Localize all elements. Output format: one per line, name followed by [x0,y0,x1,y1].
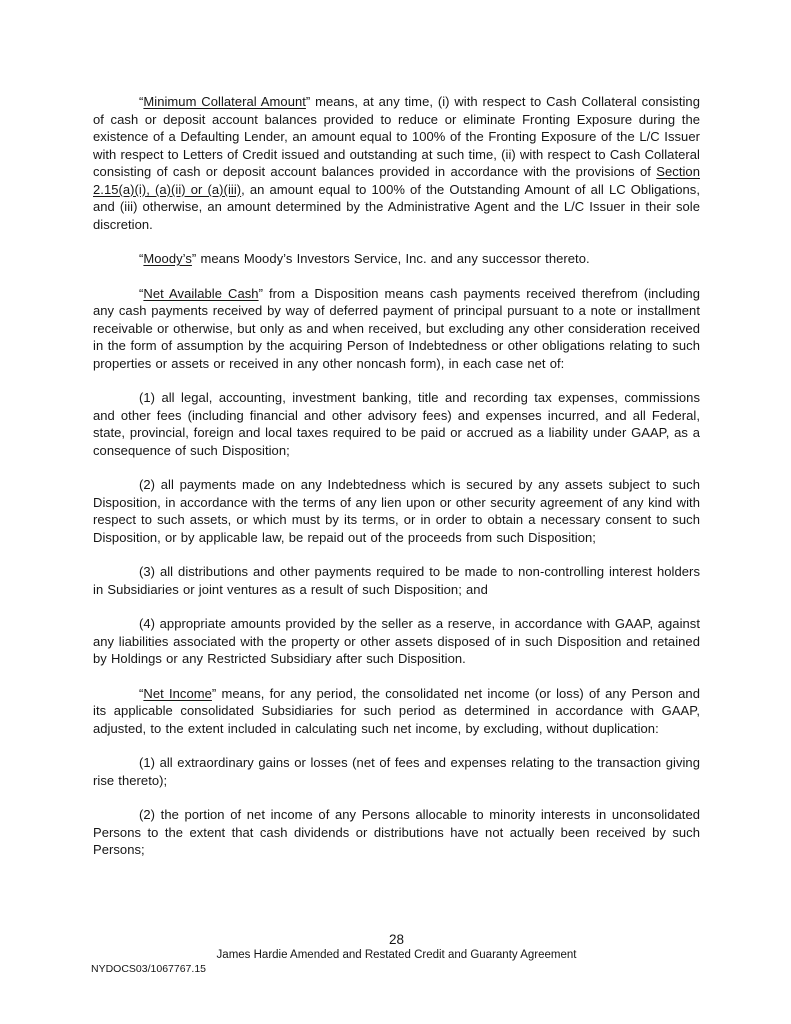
text-run: (1) all legal, accounting, investment banking, title and recording tax expenses, commissions and other fees (including financial and other advisory fees) and expenses incurred, and all Federal, state, provincial, foreign and local taxes required to be paid or accrued as a liability under GAAP, as a consequence of such Disposition; [93,390,700,458]
text-run: “ [139,685,144,701]
document-body [93,93,700,876]
text-run: (2) all payments made on any Indebtedness which is secured by any assets subject to such Disposition, in accordance with the terms of any lien upon or other security agreement of any kind with respect to such assets, or which must by its terms, or in order to obtain a necessary consent to such Disposition, or by applicable law, be repaid out of the proceeds from such Disposition; [93,477,700,545]
text-run: ” means, for any period, the consolidated net income (or loss) of any Person and its applicable consolidated Subsidiaries for such period as determined in accordance with GAAP, adjusted, to the extent included in calculating such net income, by excluding, without duplication: [93,685,700,736]
definition-net-available-cash [93,285,700,373]
page-number: 28 [388,932,405,947]
defined-term: Section 2.15(a)(i), (a)(ii) or (a)(iii) [93,164,700,197]
defined-term: Minimum Collateral Amount [143,94,306,109]
text-run: “ [139,285,144,301]
page-footer [93,931,700,962]
definition-moodys [93,250,700,268]
definition-net-income [93,685,700,738]
net-available-cash-clause-1 [93,389,700,459]
footer-document-title: James Hardie Amended and Restated Credit and Guaranty Agreement [216,949,577,961]
definition-minimum-collateral-amount [93,93,700,233]
text-run: (2) the portion of net income of any Persons allocable to minority interests in unconsolidated Persons to the extent that cash dividends or distributions have not actually been received by such Persons; [93,807,700,857]
net-income-clause-1 [93,754,700,789]
text-run: “ [139,94,144,109]
text-run: ” from a Disposition means cash payments received therefrom (including any cash payments received by way of deferred payment of principal pursuant to a note or installment receivable or otherwise, but only as and when received, but excluding any other consideration received in the form of assumption by the acquiring Person of Indebtedness or other obligations relating to such properties or assets or received in any other noncash form), in each case net of: [93,285,700,371]
defined-term: Net Available Cash [143,285,259,301]
net-available-cash-clause-3 [93,563,700,598]
text-run: (4) appropriate amounts provided by the seller as a reserve, in accordance with GAAP, against any liabilities associated with the property or other assets disposed of in such Disposition and retained by Holdings or any Restricted Subsidiary after such Disposition. [93,616,700,666]
text-run: “ [139,251,144,266]
defined-term: Moody’s [143,251,192,266]
net-available-cash-clause-2 [93,476,700,546]
text-run: , an amount equal to 100% of the Outstanding Amount of all LC Obligations, and (iii) otherwise, an amount determined by the Administrative Agent and the L/C Issuer in their sole discretion. [93,181,701,232]
text-run: ” means, at any time, (i) with respect to Cash Collateral consisting of cash or deposit account balances provided to reduce or eliminate Fronting Exposure during the existence of a Defaulting Lender, an amount equal to 100% of the Fronting Exposure of the L/C Issuer with respect to Letters of Credit issued and outstanding at such time, (ii) with respect to Cash Collateral consisting of cash or deposit account balances provided in accordance with the provisions of [93,94,700,179]
text-run: (3) all distributions and other payments required to be made to non-controlling interest holders in Subsidiaries or joint ventures as a result of such Disposition; and [93,564,700,597]
net-income-clause-2 [93,806,700,859]
defined-term: Net Income [143,685,212,701]
net-available-cash-clause-4 [93,615,700,668]
text-run: ” means Moody’s Investors Service, Inc. and any successor thereto. [191,251,590,266]
document-reference-number: NYDOCS03/1067767.15 [91,963,206,975]
text-run: (1) all extraordinary gains or losses (net of fees and expenses relating to the transaction giving rise thereto); [93,755,700,788]
